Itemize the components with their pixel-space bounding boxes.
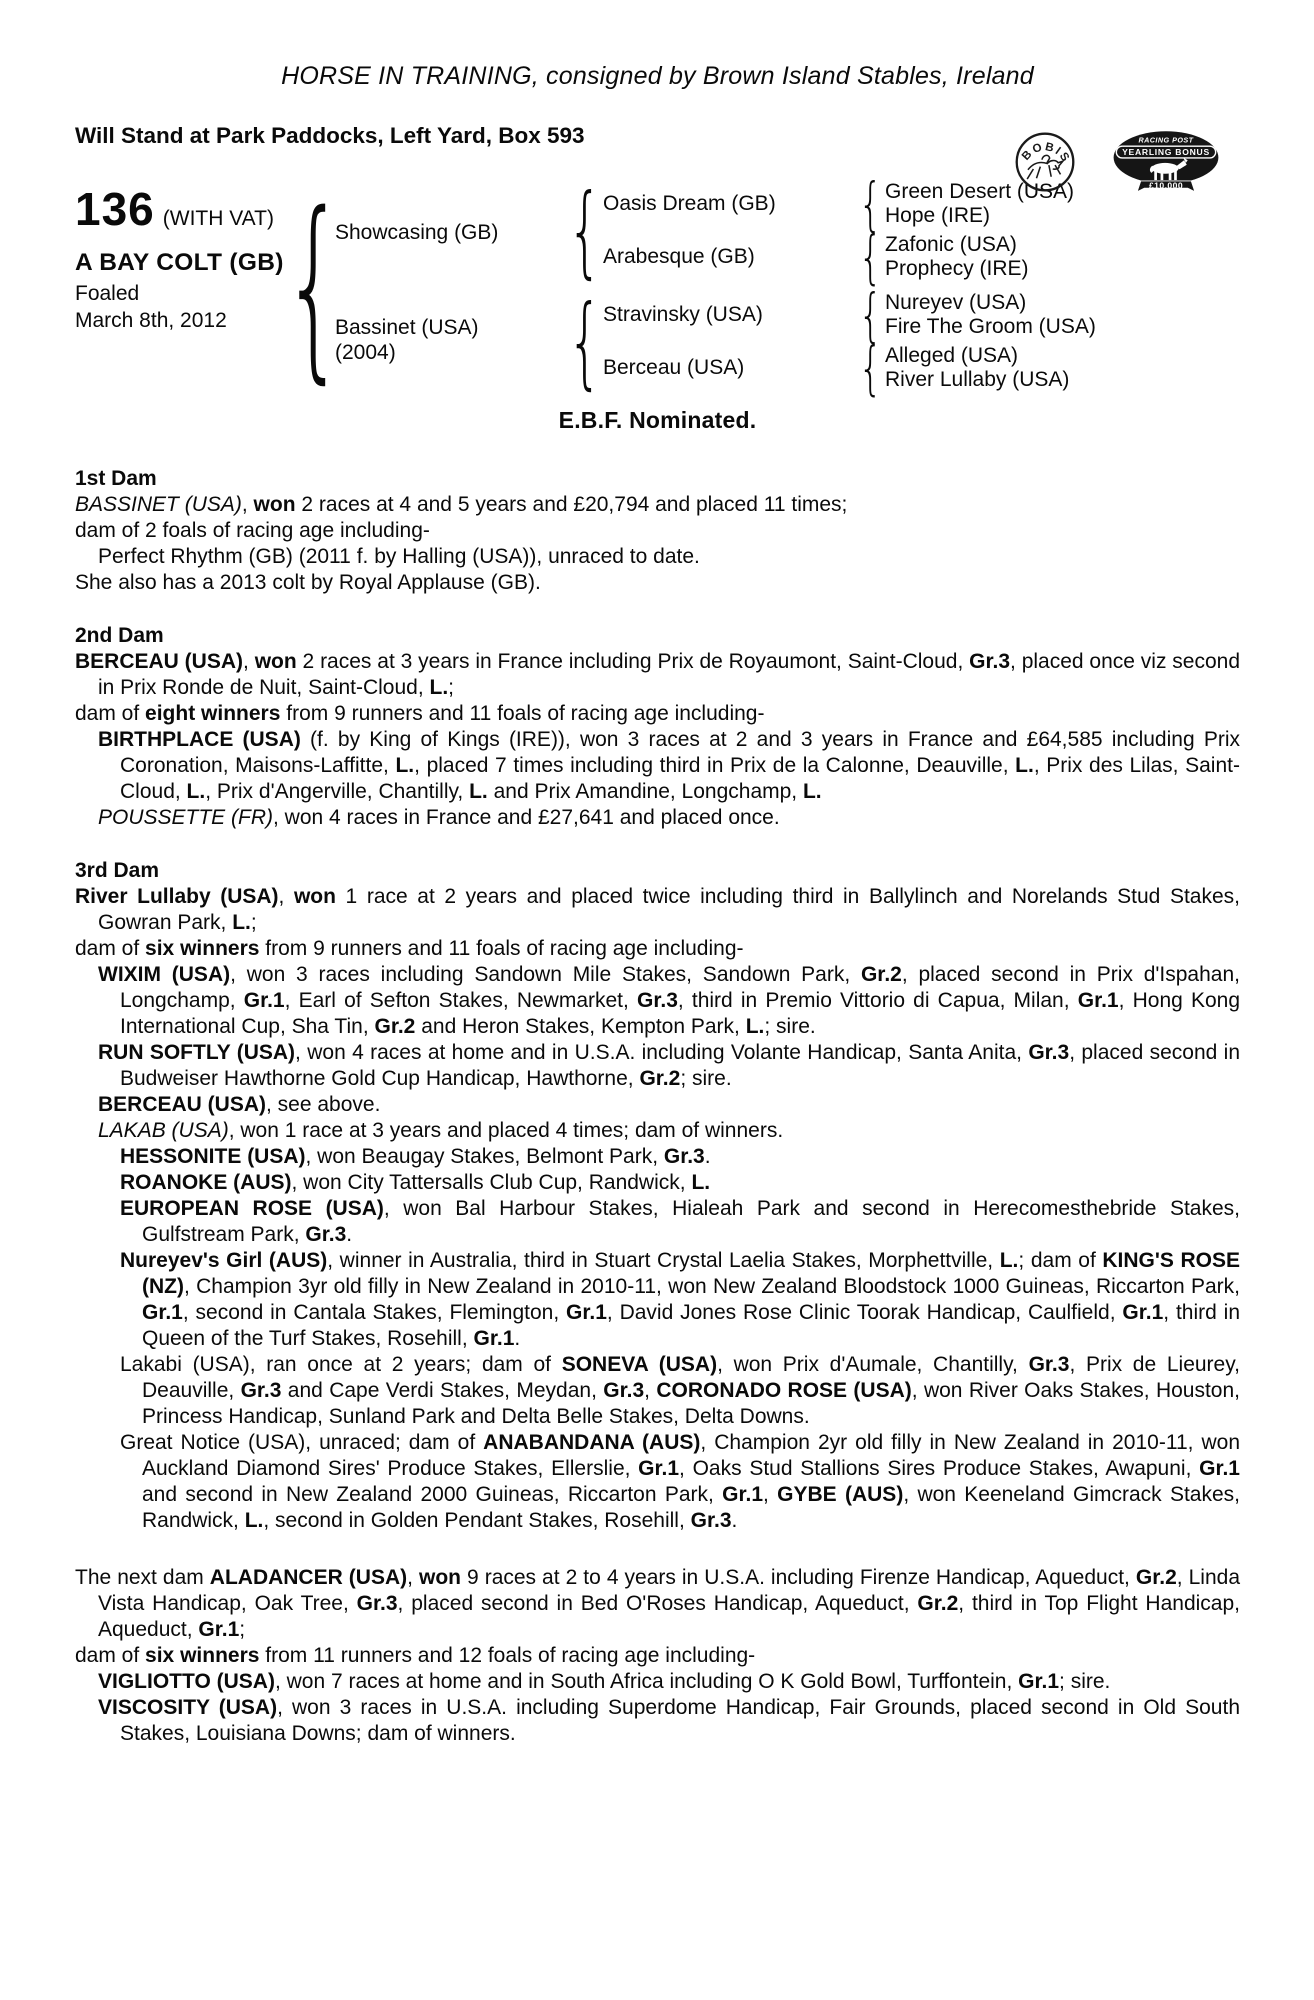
- text-run: , won 4 races at home and in U.S.A. including Volante Handicap, Santa Anita,: [295, 1041, 1029, 1064]
- text-run: , Linda Vista Handicap, Oak Tree,: [98, 1566, 1241, 1615]
- text-run: .: [731, 1509, 738, 1532]
- text-run: ANABANDANA (AUS): [483, 1431, 701, 1454]
- yearling-bonus-label: YEARLING BONUS: [1122, 147, 1210, 158]
- great-grandparent-name: Fire The Groom (USA): [885, 315, 1096, 338]
- dam-section-heading: 1st Dam: [75, 467, 157, 490]
- pedigree-paragraph: [75, 1092, 1240, 1118]
- text-run: 2 races at 4 and 5 years and £20,794 and placed 11 times;: [295, 493, 848, 516]
- pedigree-paragraph: [75, 570, 1240, 596]
- great-grandparent-name: River Lullaby (USA): [885, 368, 1070, 391]
- text-run: ,: [763, 1483, 778, 1506]
- great-grandparent-name: Zafonic (USA): [885, 233, 1017, 256]
- pedigree-paragraph: [75, 649, 1240, 701]
- granddam-unit: [603, 223, 1074, 291]
- pedigree-paragraph: [75, 1643, 1240, 1669]
- text-run: ; sire.: [764, 1015, 816, 1038]
- text-run: WIXIM (USA): [98, 963, 231, 986]
- pedigree-text: [75, 466, 1240, 1747]
- text-run: dam of: [75, 937, 146, 960]
- text-run: Gr.3: [305, 1223, 347, 1246]
- text-run: Gr.3: [240, 1379, 282, 1402]
- text-run: , Prix de Lieurey, Deauville,: [142, 1353, 1241, 1402]
- pedigree-paragraph: [75, 701, 1240, 727]
- text-run: , won 3 races including Sandown Mile Stakes, Sandown Park,: [230, 963, 861, 986]
- text-run: and Cape Verdi Stakes, Meydan,: [281, 1379, 604, 1402]
- text-run: six winners: [145, 937, 260, 960]
- text-run: Gr.2: [639, 1067, 681, 1090]
- text-run: Gr.3: [637, 989, 678, 1012]
- text-run: ,: [644, 1379, 657, 1402]
- text-run: Gr.3: [603, 1379, 645, 1402]
- text-run: Gr.1: [473, 1327, 515, 1350]
- dam-section-heading: 2nd Dam: [75, 624, 164, 647]
- text-run: Gr.1: [243, 989, 285, 1012]
- text-run: won: [253, 493, 296, 516]
- text-run: dam of 2 foals of racing age including-: [75, 519, 430, 542]
- dam-branch: [567, 281, 1096, 402]
- text-run: L.: [999, 1249, 1019, 1272]
- text-run: BERCEAU (USA): [75, 650, 244, 673]
- text-run: She also has a 2013 colt by Royal Applause (GB).: [75, 571, 541, 594]
- text-run: VIGLIOTTO (USA): [98, 1670, 275, 1693]
- racing-post-label: RACING POST: [1138, 135, 1194, 145]
- brace-icon: {: [858, 223, 882, 291]
- pedigree-paragraph: [75, 962, 1240, 1040]
- pedigree-paragraph: [75, 936, 1240, 962]
- dam-name: Bassinet (USA): [335, 315, 479, 339]
- text-run: Gr.3: [1028, 1041, 1070, 1064]
- pedigree-paragraph: [75, 492, 1240, 518]
- pedigree-paragraph: [75, 1695, 1240, 1747]
- sire-cell: [335, 179, 567, 286]
- text-run: , David Jones Rose Clinic Toorak Handicap, Caulfield,: [606, 1301, 1123, 1324]
- text-run: HESSONITE (USA): [120, 1145, 306, 1168]
- text-run: Nureyev's Girl (AUS): [120, 1249, 328, 1272]
- bobis-logo-icon: [1014, 131, 1076, 193]
- text-run: L.: [802, 780, 822, 803]
- dam-section-heading: 3rd Dam: [75, 859, 160, 882]
- pedigree-paragraph: [75, 805, 1240, 831]
- text-run: Gr.2: [917, 1592, 959, 1615]
- text-run: six winners: [145, 1644, 260, 1667]
- text-run: The next dam: [75, 1566, 210, 1589]
- text-run: Gr.1: [638, 1457, 680, 1480]
- stand-location-line: Will Stand at Park Paddocks, Left Yard, Box 593: [75, 123, 585, 148]
- text-run: Gr.2: [1135, 1566, 1177, 1589]
- text-run: , won 3 races in U.S.A. including Superdome Handicap, Fair Grounds, placed second in Old South Stakes, Louisiana Downs; dam of winners.: [120, 1696, 1240, 1745]
- text-run: Gr.1: [1018, 1670, 1060, 1693]
- grandparent-name: Stravinsky (USA): [603, 303, 763, 326]
- next-dam-section: [75, 1565, 1240, 1747]
- text-run: dam of: [75, 702, 146, 725]
- text-run: L.: [745, 1015, 765, 1038]
- pedigree-tree: [75, 170, 1240, 402]
- pedigree-paragraph: [75, 1170, 1240, 1196]
- text-run: L.: [469, 780, 488, 803]
- text-run: VISCOSITY (USA): [98, 1696, 278, 1719]
- foaled-label: Foaled: [75, 282, 140, 305]
- horse-title: A BAY COLT (GB): [75, 249, 284, 276]
- text-run: BASSINET (USA): [75, 493, 242, 516]
- text-run: ALADANCER (USA): [209, 1566, 408, 1589]
- text-run: , see above.: [266, 1093, 381, 1116]
- text-run: eight winners: [145, 702, 281, 725]
- first-dam-section: [75, 466, 1240, 596]
- foaled-date: March 8th, 2012: [75, 309, 227, 332]
- text-run: won: [293, 885, 336, 908]
- text-run: , won City Tattersalls Club Cup, Randwick,: [291, 1171, 692, 1194]
- text-run: dam of: [75, 1644, 146, 1667]
- text-run: L.: [1015, 754, 1034, 777]
- text-run: and Prix Amandine, Longchamp,: [487, 780, 803, 803]
- text-run: , third in Premio Vittorio di Capua, Milan,: [677, 989, 1078, 1012]
- text-run: , won River Oaks Stakes, Houston, Princess Handicap, Sunland Park and Delta Belle Stakes, Delta Downs.: [142, 1379, 1240, 1428]
- text-run: and second in New Zealand 2000 Guineas, Riccarton Park,: [142, 1483, 723, 1506]
- text-run: , won Keeneland Gimcrack Stakes, Randwick,: [142, 1483, 1240, 1532]
- text-run: CORONADO ROSE (USA): [656, 1379, 912, 1402]
- brace-icon: {: [858, 170, 882, 238]
- text-run: Perfect Rhythm (GB) (2011 f. by Halling (USA)), unraced to date.: [98, 545, 700, 568]
- text-run: , won Bal Harbour Stakes, Hialeah Park and second in Herecomesthebride Stakes, Gulfstream Park,: [142, 1197, 1241, 1246]
- text-run: , Prix des Lilas, Saint-Cloud,: [120, 754, 1240, 803]
- lot-vat-note: (WITH VAT): [162, 207, 274, 230]
- pedigree-paragraph: [75, 544, 1240, 570]
- text-run: Gr.3: [1028, 1353, 1070, 1376]
- pedigree-paragraph: [75, 1352, 1240, 1430]
- great-grandparent-name: Nureyev (USA): [885, 291, 1027, 314]
- text-run: , winner in Australia, third in Stuart Crystal Laelia Stakes, Morphettville,: [327, 1249, 1000, 1272]
- text-run: from 9 runners and 11 foals of racing age including-: [259, 937, 744, 960]
- text-run: , Earl of Sefton Stakes, Newmarket,: [284, 989, 638, 1012]
- grandparent-name: Arabesque (GB): [603, 245, 755, 268]
- text-run: ,: [243, 650, 255, 673]
- text-run: .: [514, 1327, 521, 1350]
- racing-post-yearling-bonus-badge-icon: [1110, 130, 1222, 194]
- text-run: ,: [407, 1566, 419, 1589]
- brace-icon: {: [858, 281, 882, 349]
- brace-icon: {: [858, 334, 882, 402]
- sire-name: Showcasing (GB): [335, 221, 499, 244]
- pedigree-paragraph: [75, 1248, 1240, 1352]
- text-run: ;: [250, 911, 257, 934]
- great-grandparent-name: Prophecy (IRE): [885, 257, 1029, 280]
- granddam-unit: [603, 334, 1096, 402]
- text-run: , won 1 race at 3 years and placed 4 times; dam of winners.: [228, 1119, 784, 1142]
- pedigree-paragraph: [75, 727, 1240, 805]
- brace-icon: {: [567, 282, 603, 400]
- text-run: , second in Golden Pendant Stakes, Rosehill,: [263, 1509, 691, 1532]
- text-run: , Oaks Stud Stallions Sires Produce Stakes, Awapuni,: [679, 1457, 1200, 1480]
- text-run: Lakabi (USA), ran once at 2 years; dam of: [120, 1353, 562, 1376]
- text-run: 9 races at 2 to 4 years in U.S.A. including Firenze Handicap, Aqueduct,: [460, 1566, 1136, 1589]
- text-run: , placed second in Budweiser Hawthorne Gold Cup Handicap, Hawthorne,: [120, 1041, 1240, 1090]
- text-run: SONEVA (USA): [561, 1353, 718, 1376]
- text-run: RUN SOFTLY (USA): [98, 1041, 296, 1064]
- text-run: , won 7 races at home and in South Africa including O K Gold Bowl, Turffontein,: [274, 1670, 1019, 1693]
- sire-branch: [567, 170, 1096, 291]
- pedigree-paragraph: [75, 1430, 1240, 1534]
- text-run: ; sire.: [680, 1067, 732, 1090]
- text-run: from 9 runners and 11 foals of racing age including-: [280, 702, 765, 725]
- grandsire-unit: [603, 281, 1096, 349]
- lot-block: [75, 179, 293, 334]
- brace-icon: {: [282, 170, 346, 401]
- text-run: , Hong Kong International Cup, Sha Tin,: [120, 989, 1240, 1038]
- text-run: Great Notice (USA), unraced; dam of: [120, 1431, 484, 1454]
- grandparents-column: [567, 170, 1096, 402]
- text-run: ;: [448, 676, 455, 699]
- parents-column: [335, 179, 567, 393]
- text-run: BIRTHPLACE (USA): [98, 728, 301, 751]
- dam-cell: [335, 286, 567, 393]
- text-run: Gr.1: [1122, 1301, 1164, 1324]
- pedigree-paragraph: [75, 1040, 1240, 1092]
- text-run: ROANOKE (AUS): [120, 1171, 292, 1194]
- text-run: , third in Queen of the Turf Stakes, Rosehill,: [142, 1301, 1240, 1350]
- text-run: , second in Cantala Stakes, Flemington,: [182, 1301, 567, 1324]
- pedigree-paragraph: [75, 1565, 1240, 1643]
- grandparent-name: Oasis Dream (GB): [603, 192, 776, 215]
- pedigree-paragraph: [75, 1196, 1240, 1248]
- text-run: (f. by King of Kings (IRE)), won 3 races at 2 and 3 years in France and £64,585 including Prix Coronation, Maisons-Laffitte,: [120, 728, 1240, 777]
- text-run: Gr.3: [356, 1592, 398, 1615]
- text-run: BERCEAU (USA): [98, 1093, 266, 1116]
- text-run: Gr.3: [663, 1145, 705, 1168]
- text-run: Gr.1: [1199, 1457, 1240, 1480]
- text-run: , placed 7 times including third in Prix de la Calonne, Deauville,: [414, 754, 1016, 777]
- bobis-label: BOBIS: [1019, 140, 1073, 166]
- text-run: and Heron Stakes, Kempton Park,: [415, 1015, 746, 1038]
- text-run: L.: [186, 780, 206, 803]
- text-run: , placed second in Bed O'Roses Handicap, Aqueduct,: [397, 1592, 918, 1615]
- text-run: POUSSETTE (FR): [98, 806, 274, 829]
- text-run: L.: [691, 1171, 711, 1194]
- text-run: ; sire.: [1059, 1670, 1111, 1693]
- grandparent-name: Berceau (USA): [603, 356, 745, 379]
- badge-group: [1014, 130, 1222, 194]
- text-run: 2 races at 3 years in France including Prix de Royaumont, Saint-Cloud,: [296, 650, 970, 673]
- dam-year: (2004): [335, 340, 396, 364]
- text-run: , won Prix d'Aumale, Chantilly,: [717, 1353, 1029, 1376]
- text-run: Gr.1: [142, 1301, 183, 1324]
- text-run: LAKAB (USA): [98, 1119, 229, 1142]
- text-run: , placed once viz second in Prix Ronde de Nuit, Saint-Cloud,: [98, 650, 1241, 699]
- pedigree-paragraph: [75, 884, 1240, 936]
- text-run: ;: [239, 1618, 246, 1641]
- text-run: .: [704, 1145, 711, 1168]
- text-run: L.: [232, 911, 251, 934]
- ebf-nominated-note: E.B.F. Nominated.: [558, 407, 757, 433]
- bonus-amount-label: £10,000: [1148, 180, 1184, 191]
- text-run: , won 4 races in France and £27,641 and placed once.: [273, 806, 780, 829]
- text-run: 1 race at 2 years and placed twice including third in Ballylinch and Norelands Stud Stakes, Gowran Park,: [98, 885, 1240, 934]
- text-run: KING'S ROSE (NZ): [142, 1249, 1240, 1298]
- text-run: Gr.1: [198, 1618, 240, 1641]
- text-run: won: [418, 1566, 461, 1589]
- text-run: L.: [244, 1509, 264, 1532]
- text-run: Gr.1: [566, 1301, 607, 1324]
- text-run: , won Beaugay Stakes, Belmont Park,: [305, 1145, 664, 1168]
- grandsire-unit: [603, 170, 1075, 238]
- text-run: Gr.3: [690, 1509, 732, 1532]
- text-run: Gr.3: [969, 650, 1011, 673]
- text-run: River Lullaby (USA): [75, 885, 279, 908]
- text-run: Gr.1: [1077, 989, 1119, 1012]
- pedigree-paragraph: [75, 1669, 1240, 1695]
- text-run: ; dam of: [1018, 1249, 1103, 1272]
- consignment-line: HORSE IN TRAINING, consigned by Brown Island Stables, Ireland: [281, 62, 1034, 90]
- text-run: Gr.1: [722, 1483, 764, 1506]
- text-run: , third in Top Flight Handicap, Aqueduct,: [98, 1592, 1240, 1641]
- text-run: from 11 runners and 12 foals of racing age including-: [259, 1644, 756, 1667]
- svg-text:BOBIS: [1019, 140, 1073, 165]
- text-run: GYBE (AUS): [777, 1483, 904, 1506]
- great-grandparent-name: Green Desert (USA): [885, 180, 1075, 203]
- text-run: , Champion 3yr old filly in New Zealand in 2010-11, won New Zealand Bloodstock 1000 Guineas, Riccarton Park,: [183, 1275, 1240, 1298]
- text-run: L.: [395, 754, 415, 777]
- pedigree-paragraph: [75, 1144, 1240, 1170]
- third-dam-section: [75, 858, 1240, 1534]
- great-grandparent-name: Alleged (USA): [885, 344, 1019, 367]
- text-run: won: [254, 650, 297, 673]
- text-run: L.: [429, 676, 449, 699]
- text-run: EUROPEAN ROSE (USA): [120, 1197, 384, 1220]
- text-run: .: [346, 1223, 353, 1246]
- text-run: , Champion 2yr old filly in New Zealand in 2010-11, won Auckland Diamond Sires' Produce Stakes, Ellerslie,: [142, 1431, 1240, 1480]
- text-run: ,: [241, 493, 254, 516]
- text-run: , placed second in Prix d'Ispahan, Longchamp,: [120, 963, 1240, 1012]
- lot-number: 136: [75, 183, 155, 235]
- brace-icon: {: [567, 171, 603, 289]
- text-run: ,: [278, 885, 294, 908]
- text-run: Gr.2: [860, 963, 902, 986]
- text-run: , Prix d'Angerville, Chantilly,: [205, 780, 470, 803]
- pedigree-paragraph: [75, 1118, 1240, 1144]
- second-dam-section: [75, 623, 1240, 831]
- pedigree-paragraph: [75, 518, 1240, 544]
- great-grandparent-name: Hope (IRE): [885, 204, 991, 227]
- text-run: Gr.2: [374, 1015, 416, 1038]
